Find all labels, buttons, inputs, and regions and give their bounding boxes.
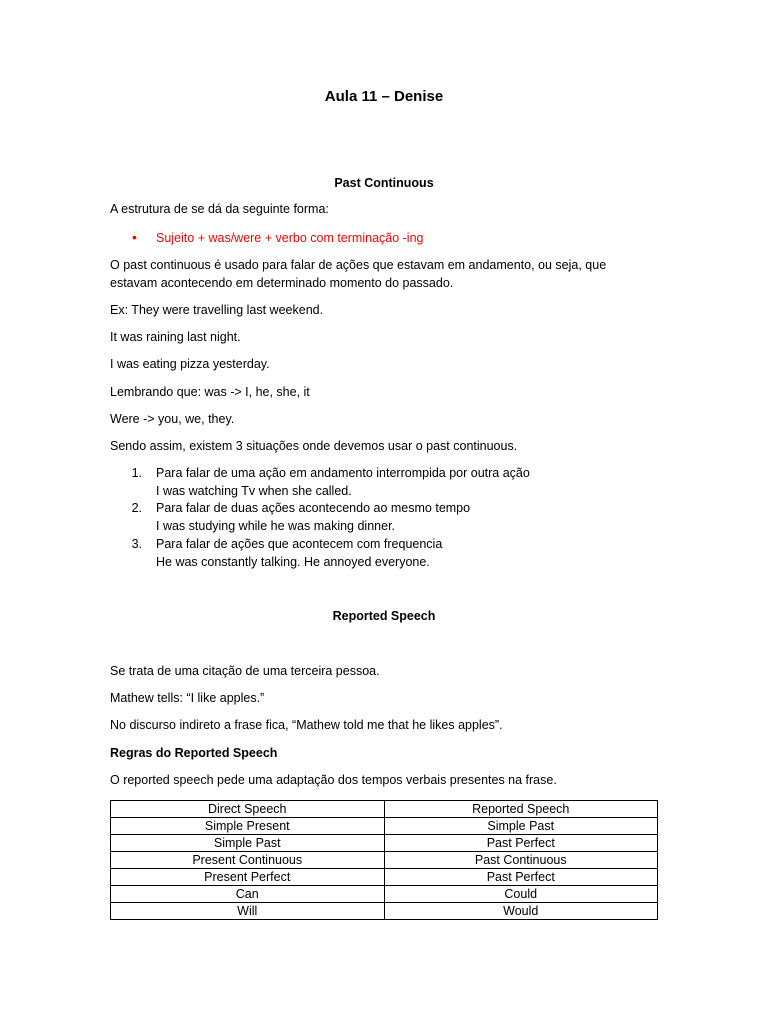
table-row — [111, 903, 658, 920]
tense-shift-table — [110, 800, 658, 920]
reported-definition: Se trata de uma citação de uma terceira pessoa. — [110, 664, 380, 678]
table-row — [111, 852, 658, 869]
rules-heading: Regras do Reported Speech — [110, 746, 278, 760]
reported-cell: Past Perfect — [384, 835, 658, 852]
direct-cell: Present Continuous — [111, 852, 385, 869]
reported-example-direct: Mathew tells: “I like apples.” — [110, 691, 265, 705]
rules-intro: O reported speech pede uma adaptação dos tempos verbais presentes na frase. — [110, 773, 557, 787]
explanation-line-1: O past continuous é usado para falar de ações que estavam em andamento, ou seja, que — [110, 258, 607, 272]
reported-cell: Past Continuous — [384, 852, 658, 869]
example-3: I was eating pizza yesterday. — [110, 357, 270, 371]
explanation-line-2: estavam acontecendo em determinado momento do passado. — [110, 276, 454, 290]
example-2: It was raining last night. — [110, 330, 241, 344]
direct-cell: Can — [111, 886, 385, 903]
reported-cell: Simple Past — [384, 818, 658, 835]
table-row — [111, 886, 658, 903]
table-row — [111, 869, 658, 886]
document-title: Aula 11 – Denise — [324, 88, 444, 105]
column-header-direct: Direct Speech — [111, 801, 385, 818]
situation-2-title: Para falar de duas ações acontecendo ao mesmo tempo — [156, 501, 471, 515]
situation-3-title: Para falar de ações que acontecem com frequencia — [156, 537, 443, 551]
past-continuous-heading: Past Continuous — [334, 176, 434, 190]
direct-cell: Simple Present — [111, 818, 385, 835]
list-number: 2. — [131, 501, 142, 515]
bullet-icon: • — [132, 229, 137, 245]
list-number: 1. — [131, 466, 142, 480]
reminder-were: Were -> you, we, they. — [110, 412, 235, 426]
situation-1-title: Para falar de uma ação em andamento interrompida por outra ação — [156, 466, 530, 480]
example-1: Ex: They were travelling last weekend. — [110, 303, 324, 317]
table-header-row — [111, 801, 658, 818]
reported-cell: Past Perfect — [384, 869, 658, 886]
situation-2-example: I was studying while he was making dinner. — [156, 519, 396, 533]
situation-3-example: He was constantly talking. He annoyed everyone. — [156, 555, 430, 569]
reminder-was: Lembrando que: was -> I, he, she, it — [110, 385, 310, 399]
situations-intro: Sendo assim, existem 3 situações onde devemos usar o past continuous. — [110, 439, 518, 453]
reported-example-indirect: No discurso indireto a frase fica, “Mathew told me that he likes apples”. — [110, 718, 503, 732]
table-row — [111, 818, 658, 835]
table-row — [111, 835, 658, 852]
direct-cell: Simple Past — [111, 835, 385, 852]
structure-formula: Sujeito + was/were + verbo com terminação -ing — [156, 231, 424, 245]
reported-cell: Would — [384, 903, 658, 920]
direct-cell: Present Perfect — [111, 869, 385, 886]
reported-speech-heading: Reported Speech — [332, 609, 436, 623]
direct-cell: Will — [111, 903, 385, 920]
reported-cell: Could — [384, 886, 658, 903]
column-header-reported: Reported Speech — [384, 801, 658, 818]
structure-intro: A estrutura de se dá da seguinte forma: — [110, 202, 329, 216]
list-number: 3. — [131, 537, 142, 551]
situation-1-example: I was watching Tv when she called. — [156, 484, 352, 498]
